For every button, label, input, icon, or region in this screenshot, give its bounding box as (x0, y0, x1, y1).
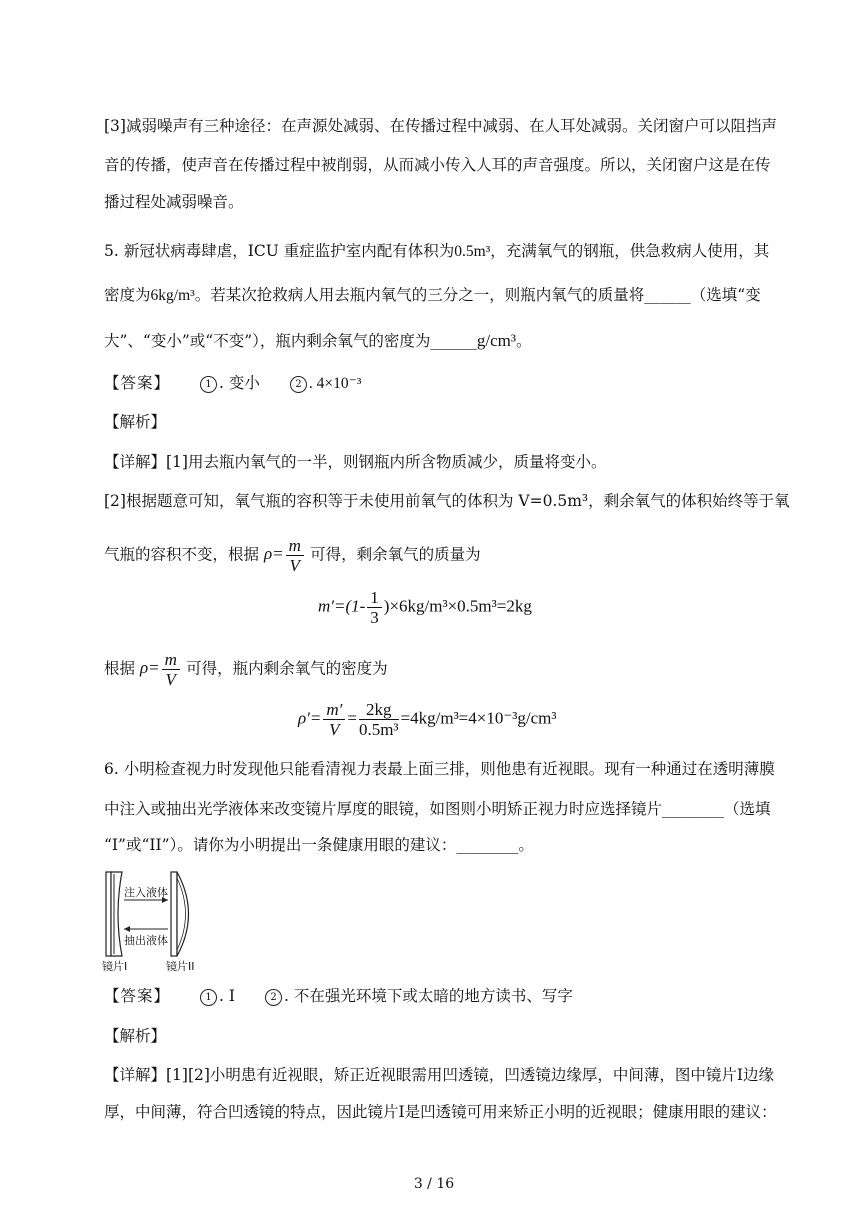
paragraph-line: 播过程处减弱噪音。 (104, 193, 244, 211)
page-number: 3 / 16 (413, 1176, 455, 1192)
paragraph-line: 音的传播，使声音在传播过程中被削弱，从而减小传入人耳的声音强度。所以，关闭窗户这是在传 (104, 156, 771, 174)
detail-line: 【详解】[1][2]小明患有近视眼，矫正近视眼需用凹透镜，凹透镜边缘厚，中间薄，图中镜片I边缘 (104, 1066, 775, 1084)
q5-stem-line: 密度为6kg/m³。若某次抢救病人用去瓶内氧气的三分之一，则瓶内氧气的质量将______（选填“变 (104, 286, 761, 304)
detail-line: 【详解】[1]用去瓶内氧气的一半，则钢瓶内所含物质减少，质量将变小。 (104, 453, 607, 471)
paragraph-line: [3]减弱噪声有三种途径：在声源处减弱、在传播过程中减弱、在人耳处减弱。关闭窗户可以阻挡声 (104, 117, 777, 135)
label-lens-2: 镜片II (166, 960, 195, 973)
answer-line: 【答案】 1 . 变小 2 . 4×10⁻³ (104, 374, 362, 392)
equation-mass: m′=(1- $\frac{1}{3}$ )×6kg/m³×0.5m³=2kg (318, 588, 532, 627)
circled-number: 1 (200, 989, 217, 1006)
density-value: 6kg/m³ (150, 287, 195, 304)
density-formula: ρ= $\frac{m}{V}$ (264, 544, 310, 563)
detail-line-with-formula: 根据 ρ= $\frac{m}{V}$ 可得，瓶内剩余氧气的密度为 (104, 650, 388, 689)
volume-value: 0.5m³ (454, 243, 491, 260)
lens-2-shape (177, 872, 189, 956)
analysis-label: 【解析】 (104, 1027, 167, 1045)
q6-stem-line: 中注入或抽出光学液体来改变镜片厚度的眼镜，如图则小明矫正视力时应选择镜片________（选填 (104, 800, 771, 818)
equation-density: ρ′= $\frac{m'}{V}$ = $\frac{2kg}{\text{0.5m³}}$ =4kg/m³=4×10⁻³g/cm³ (298, 700, 557, 739)
answer-label: 【答案】 (104, 374, 171, 392)
answer-line: 【答案】 1 . I 2 . 不在强光环境下或太暗的地方读书、写字 (104, 987, 573, 1005)
lens-2-frame (171, 872, 177, 956)
detail-line: [2]根据题意可知，氧气瓶的容积等于未使用前氧气的体积为 V=0.5m³，剩余氧气的体积始终等于氧 (104, 492, 790, 510)
answer-label: 【答案】 (104, 987, 171, 1005)
q6-stem-line: “I”或“II”）。请你为小明提出一条健康用眼的建议：________。 (104, 836, 534, 854)
lens-1-shape (111, 872, 122, 956)
lens-figure (100, 868, 208, 972)
circled-number: 1 (200, 376, 217, 393)
q6-stem-line: 6. 小明检查视力时发现他只能看清视力表最上面三排，则他患有近视眼。现有一种通过在透明薄膜 (104, 760, 775, 778)
q5-stem-line: 大”、“变小”或“不变”），瓶内剩余氧气的密度为______g/cm³。 (104, 331, 532, 350)
unit-value: g/cm³ (476, 331, 516, 350)
detail-line-with-formula: 气瓶的容积不变，根据 ρ= $\frac{m}{V}$ 可得，剩余氧气的质量为 (104, 536, 481, 575)
analysis-label: 【解析】 (104, 413, 167, 431)
label-lens-1: 镜片I (102, 960, 128, 973)
q5-stem-line: 5. 新冠状病毒肆虐，ICU 重症监护室内配有体积为0.5m³，充满氧气的钢瓶，供急救病人使用，其 (104, 242, 770, 260)
detail-line: 厚，中间薄，符合凹透镜的特点，因此镜片I是凹透镜可用来矫正小明的近视眼；健康用眼的建议： (104, 1103, 777, 1121)
circled-number: 2 (290, 376, 307, 393)
density-formula: ρ= $\frac{m}{V}$ (140, 658, 186, 677)
circled-number: 2 (265, 989, 282, 1006)
label-extract: 抽出液体 (124, 934, 168, 947)
label-inject: 注入液体 (124, 886, 168, 899)
lens-1-frame (106, 872, 111, 956)
